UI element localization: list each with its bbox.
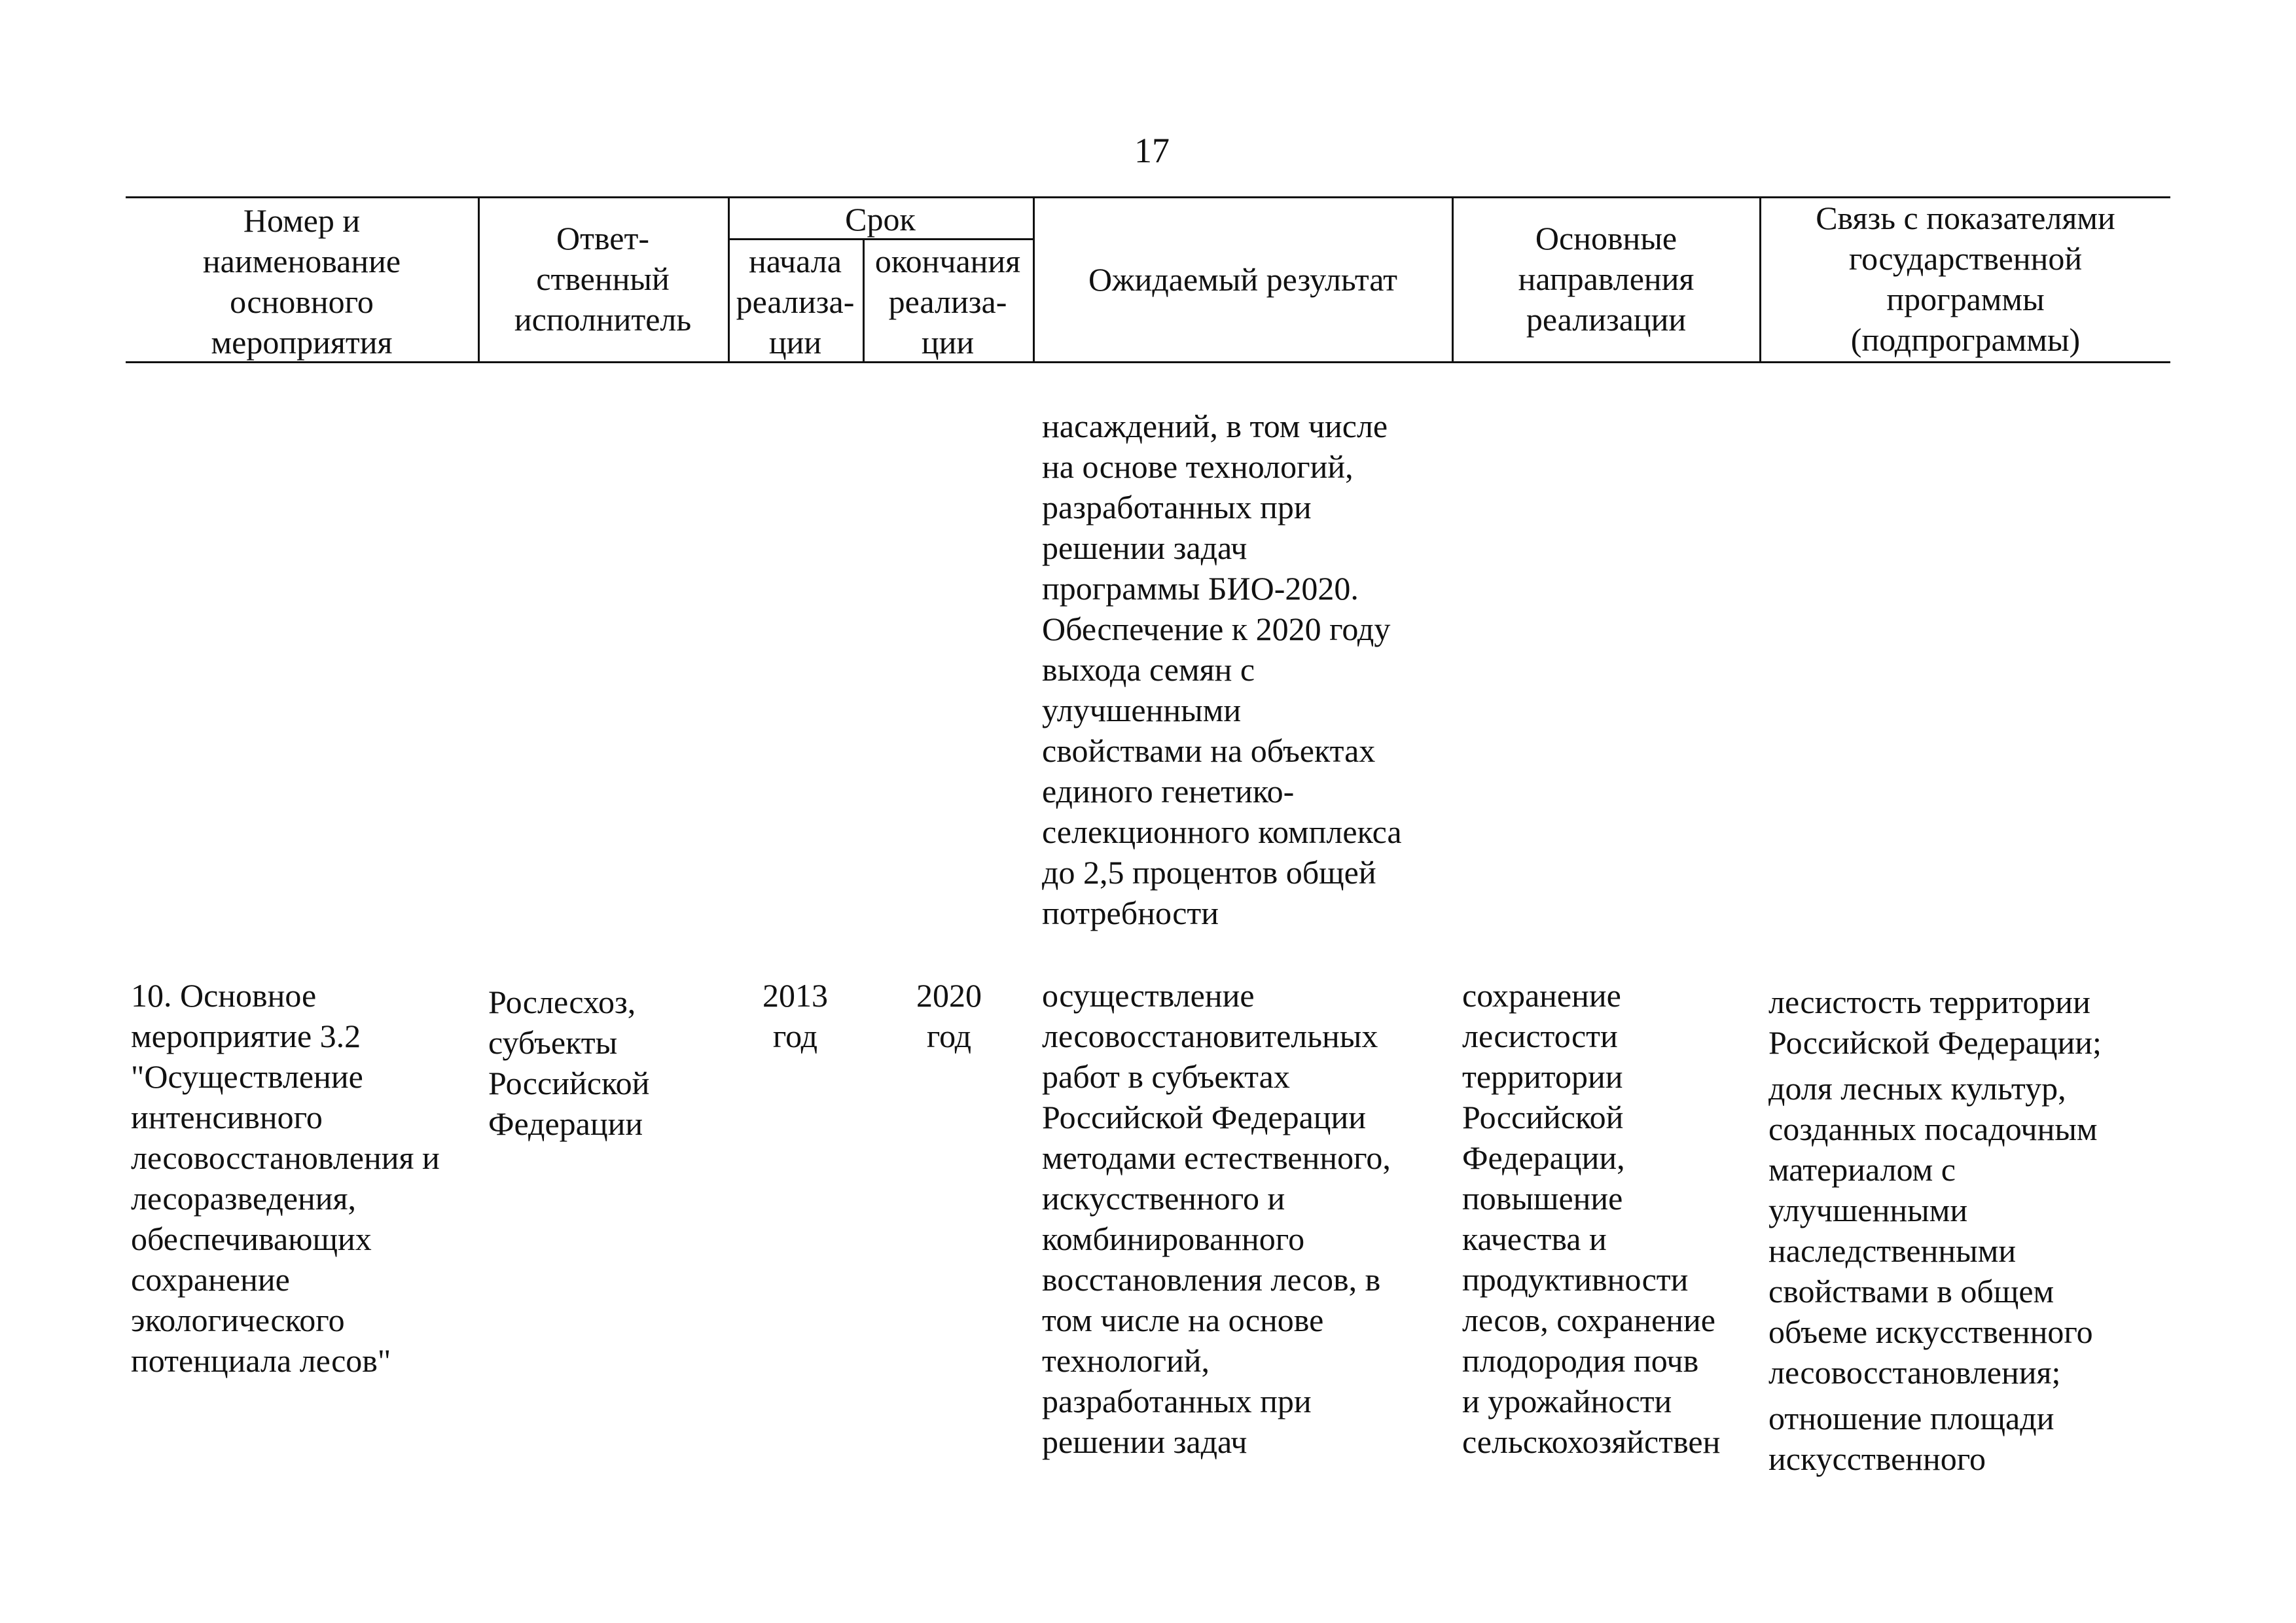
- indicator-item: доля лесных культур, созданных посадочным материалом с улучшенными наследственными свойствами в общем объеме искусственного лесовосстановления;: [1768, 1070, 2098, 1391]
- page-number: 17: [1134, 131, 1170, 170]
- header-end: окончания реализа- ции: [874, 243, 1021, 361]
- col-divider: [1452, 196, 1454, 361]
- header-term: Срок: [845, 201, 916, 238]
- col-divider: [1759, 196, 1761, 361]
- header-indicators: Связь с показателями государственной программы (подпрограммы): [1816, 200, 2115, 358]
- header-name: Номер и наименование основного мероприятия: [202, 202, 401, 361]
- header-start: начала реализа- ции: [736, 243, 855, 361]
- indicator-item: отношение площади искусственного: [1768, 1400, 2054, 1477]
- col-divider: [478, 196, 480, 361]
- row-end-year: 2020 год: [916, 977, 982, 1054]
- row-executor: Рослесхоз, субъекты Российской Федерации: [488, 984, 650, 1142]
- header-executor: Ответ- ственный исполнитель: [514, 220, 692, 338]
- header-result: Ожидаемый результат: [1088, 261, 1398, 298]
- indicator-item: лесистость территории Российской Федерации;: [1768, 984, 2102, 1061]
- row-name: 10. Основное мероприятие 3.2 "Осуществление интенсивного лесовосстановления и лесоразведения, обеспечивающих сохранение экологического потенциала лесов": [131, 977, 440, 1379]
- row-directions: сохранение лесистости территории Российской Федерации, повышение качества и продуктивности лесов, сохранение плодородия почв и урожайности сельскохозяйствен: [1462, 977, 1721, 1460]
- header-directions: Основные направления реализации: [1518, 220, 1695, 338]
- row-indicators: [1768, 982, 2168, 1479]
- row-start-year: 2013 год: [762, 977, 828, 1054]
- row-result: осуществление лесовосстановительных работ в субъектах Российской Федерации методами естественного, искусственного и комбинированного восстановления лесов, в том числе на основе технологий, разработанных при решении задач: [1042, 977, 1391, 1460]
- continued-result: насаждений, в том числе на основе технологий, разработанных при решении задач программы БИО-2020. Обеспечение к 2020 году выхода семян с улучшенными свойствами на объектах единого генетико- селекционного комплекса до 2,5 процентов общей потребности: [1042, 408, 1402, 931]
- col-divider: [1033, 196, 1035, 361]
